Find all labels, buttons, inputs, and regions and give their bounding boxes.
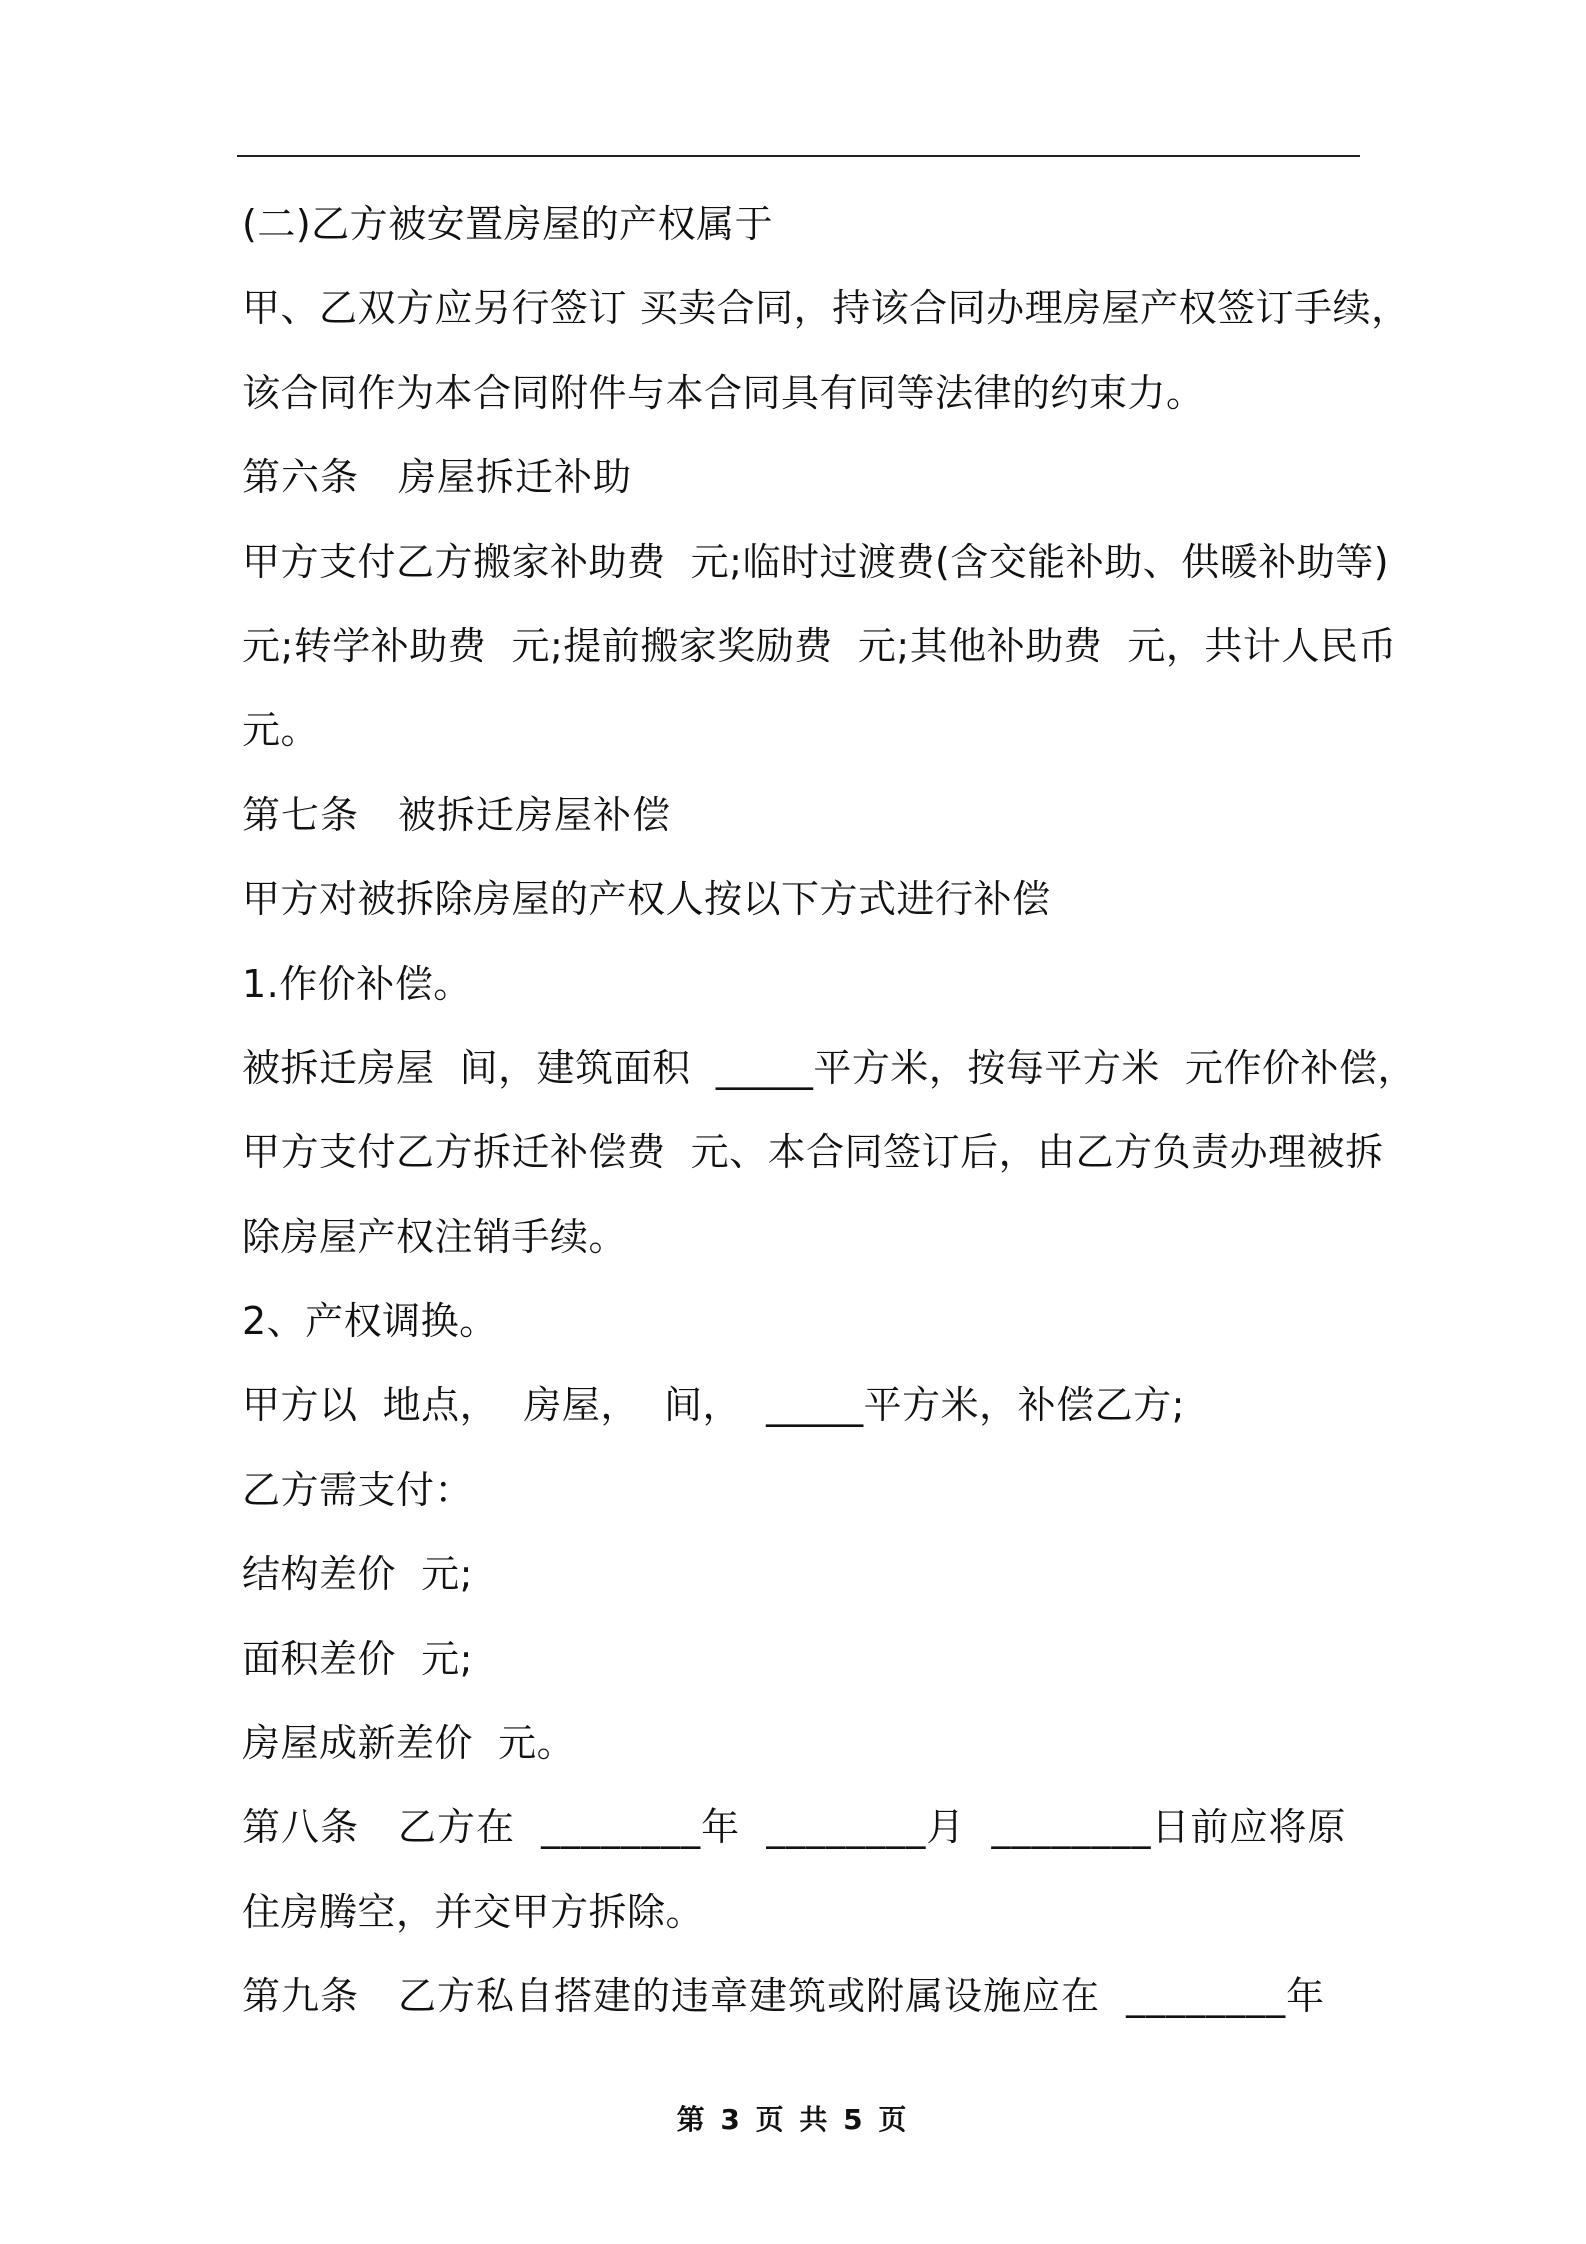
paragraph-line: 甲方支付乙方拆迁补偿费 元、本合同签订后，由乙方负责办理被拆 bbox=[242, 1130, 1384, 1175]
paragraph-line: 该合同作为本合同附件与本合同具有同等法律的约束力。 bbox=[242, 370, 1205, 415]
paragraph-line: 住房腾空，并交甲方拆除。 bbox=[242, 1889, 705, 1934]
paragraph-line: 2、产权调换。 bbox=[242, 1299, 498, 1344]
paragraph-line: (二)乙方被安置房屋的产权属于 bbox=[242, 202, 774, 246]
paragraph-line: 乙方需支付： bbox=[242, 1467, 474, 1512]
document-body bbox=[242, 200, 1416, 2057]
paragraph-line: 面积差价 元; bbox=[242, 1636, 473, 1681]
paragraph-line: 1.作价补偿。 bbox=[242, 961, 472, 1006]
page-number-footer: 第 3 页 共 5 页 bbox=[676, 2103, 910, 2136]
paragraph-line: 甲、乙双方应另行签订 买卖合同，持该合同办理房屋产权签订手续， bbox=[242, 286, 1410, 331]
article-heading: 第七条 被拆迁房屋补偿 bbox=[242, 792, 672, 837]
paragraph-line: 元。 bbox=[242, 708, 320, 753]
paragraph-line: 甲方以 地点， 房屋， 间， _____平方米，补偿乙方; bbox=[242, 1383, 1185, 1428]
paragraph-line: 结构差价 元; bbox=[242, 1552, 473, 1597]
paragraph-line: 元;转学补助费 元;提前搬家奖励费 元;其他补助费 元，共计人民币 bbox=[242, 623, 1397, 668]
paragraph-line: 被拆迁房屋 间，建筑面积 _____平方米，按每平方米 元作价补偿， bbox=[242, 1045, 1416, 1090]
article-heading: 第八条 乙方在 ________年 ________月 ________日前应将原 bbox=[242, 1805, 1347, 1850]
article-heading: 第六条 房屋拆迁补助 bbox=[242, 455, 633, 500]
paragraph-line: 甲方对被拆除房屋的产权人按以下方式进行补偿 bbox=[242, 877, 1051, 922]
paragraph-line: 甲方支付乙方搬家补助费 元;临时过渡费(含交能补助、供暖补助等) bbox=[242, 539, 1390, 584]
header-rule bbox=[237, 155, 1360, 157]
article-heading: 第九条 乙方私自搭建的违章建筑或附属设施应在 ________年 bbox=[242, 1974, 1326, 2019]
paragraph-line: 房屋成新差价 元。 bbox=[242, 1721, 576, 1766]
paragraph-line: 除房屋产权注销手续。 bbox=[242, 1214, 628, 1259]
